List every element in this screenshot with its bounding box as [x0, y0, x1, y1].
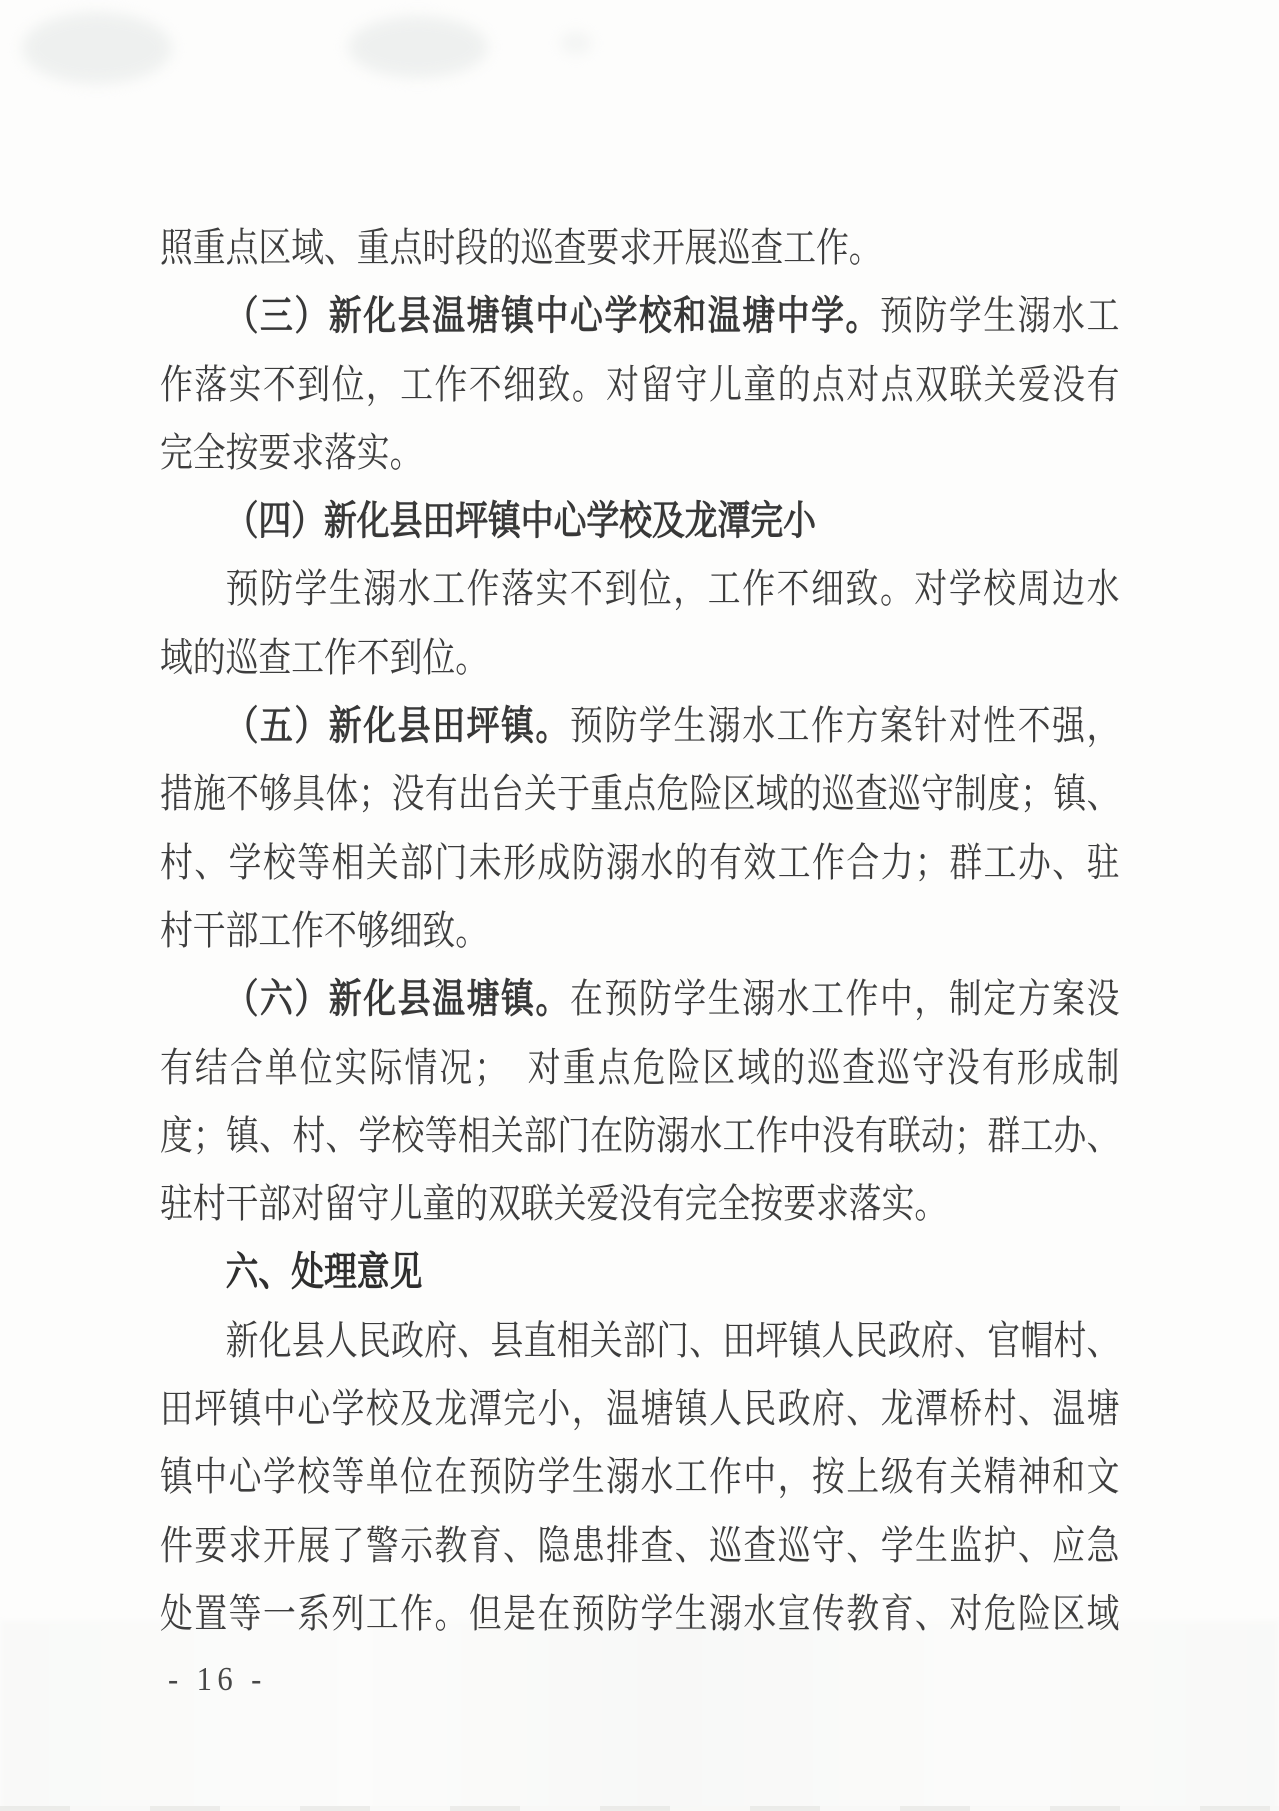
line-segment: 村、学校等相关部门未形成防溺水的有效工作合力；群工办、驻	[160, 839, 1120, 885]
line-segment: 措施不够具体；没有出台关于重点危险区域的巡查巡守制度；镇、	[160, 771, 1120, 817]
line-segment: 作落实不到位，工作不细致。对留守儿童的点对点双联关爱没有	[160, 361, 1120, 407]
line-segment: 新化县人民政府、县直相关部门、田坪镇人民政府、官帽村、	[225, 1317, 1120, 1363]
text-line	[160, 1102, 1119, 1170]
text-line	[160, 487, 1119, 555]
line-segment: 完全按要求落实。	[160, 429, 423, 475]
line-segment: 域的巡查工作不到位。	[160, 634, 488, 680]
line-segment: 处置等一系列工作。但是在预防学生溺水宣传教育、对危险区域	[160, 1590, 1120, 1636]
scan-smudge	[348, 16, 488, 78]
text-line	[160, 1443, 1119, 1511]
line-segment: 镇中心学校等单位在预防学生溺水工作中，按上级有关精神和文	[160, 1454, 1120, 1500]
text-line	[160, 214, 1119, 282]
line-segment: 度；镇、村、学校等相关部门在防溺水工作中没有联动；群工办、	[160, 1112, 1120, 1158]
scan-noise	[0, 1620, 1279, 1811]
line-segment: 田坪镇中心学校及龙潭完小，温塘镇人民政府、龙潭桥村、温塘	[160, 1386, 1120, 1432]
text-line	[160, 1375, 1119, 1443]
section-label: （五）新化县田坪镇。	[225, 703, 570, 749]
text-line	[160, 624, 1119, 692]
section-label: （四）新化县田坪镇中心学校及龙潭完小	[225, 498, 817, 544]
line-segment: 照重点区域、重点时段的巡查要求开展巡查工作。	[160, 225, 882, 270]
document-text	[160, 214, 1279, 1648]
section-label: （六）新化县温塘镇。	[225, 976, 570, 1022]
text-line	[160, 1580, 1119, 1648]
text-line	[160, 897, 1119, 965]
text-line	[160, 1307, 1119, 1375]
line-segment: 在预防学生溺水工作中，制定方案没	[570, 976, 1120, 1022]
text-line	[160, 282, 1119, 350]
scan-smudge	[560, 32, 592, 54]
section-heading	[160, 1238, 1119, 1306]
line-segment: 预防学生溺水工作落实不到位，工作不细致。对学校周边水	[225, 566, 1120, 612]
text-line	[160, 1512, 1119, 1580]
line-segment: 村干部工作不够细致。	[160, 907, 488, 953]
text-line	[160, 1034, 1119, 1102]
text-line	[160, 965, 1119, 1033]
page-number: - 16 -	[168, 1661, 267, 1698]
line-segment: 预防学生溺水工作方案针对性不强，	[570, 703, 1120, 749]
text-line	[160, 351, 1119, 419]
text-line	[160, 829, 1119, 897]
text-line	[160, 1170, 1119, 1238]
scan-smudge	[22, 12, 172, 84]
text-line	[160, 692, 1119, 760]
line-segment: 件要求开展了警示教育、隐患排查、巡查巡守、学生监护、应急	[160, 1522, 1120, 1568]
line-segment: 驻村干部对留守儿童的双联关爱没有完全按要求落实。	[160, 1181, 948, 1227]
section-label: （三）新化县温塘镇中心学校和温塘中学。	[225, 293, 880, 339]
line-segment: 预防学生溺水工	[879, 293, 1120, 339]
text-line	[160, 555, 1119, 623]
scan-edge-artifact	[0, 1806, 1279, 1811]
text-line	[160, 760, 1119, 828]
heading-text: 六、处理意见	[225, 1250, 423, 1295]
text-line	[160, 419, 1119, 487]
line-segment: 有结合单位实际情况； 对重点危险区域的巡查巡守没有形成制	[160, 1044, 1120, 1090]
